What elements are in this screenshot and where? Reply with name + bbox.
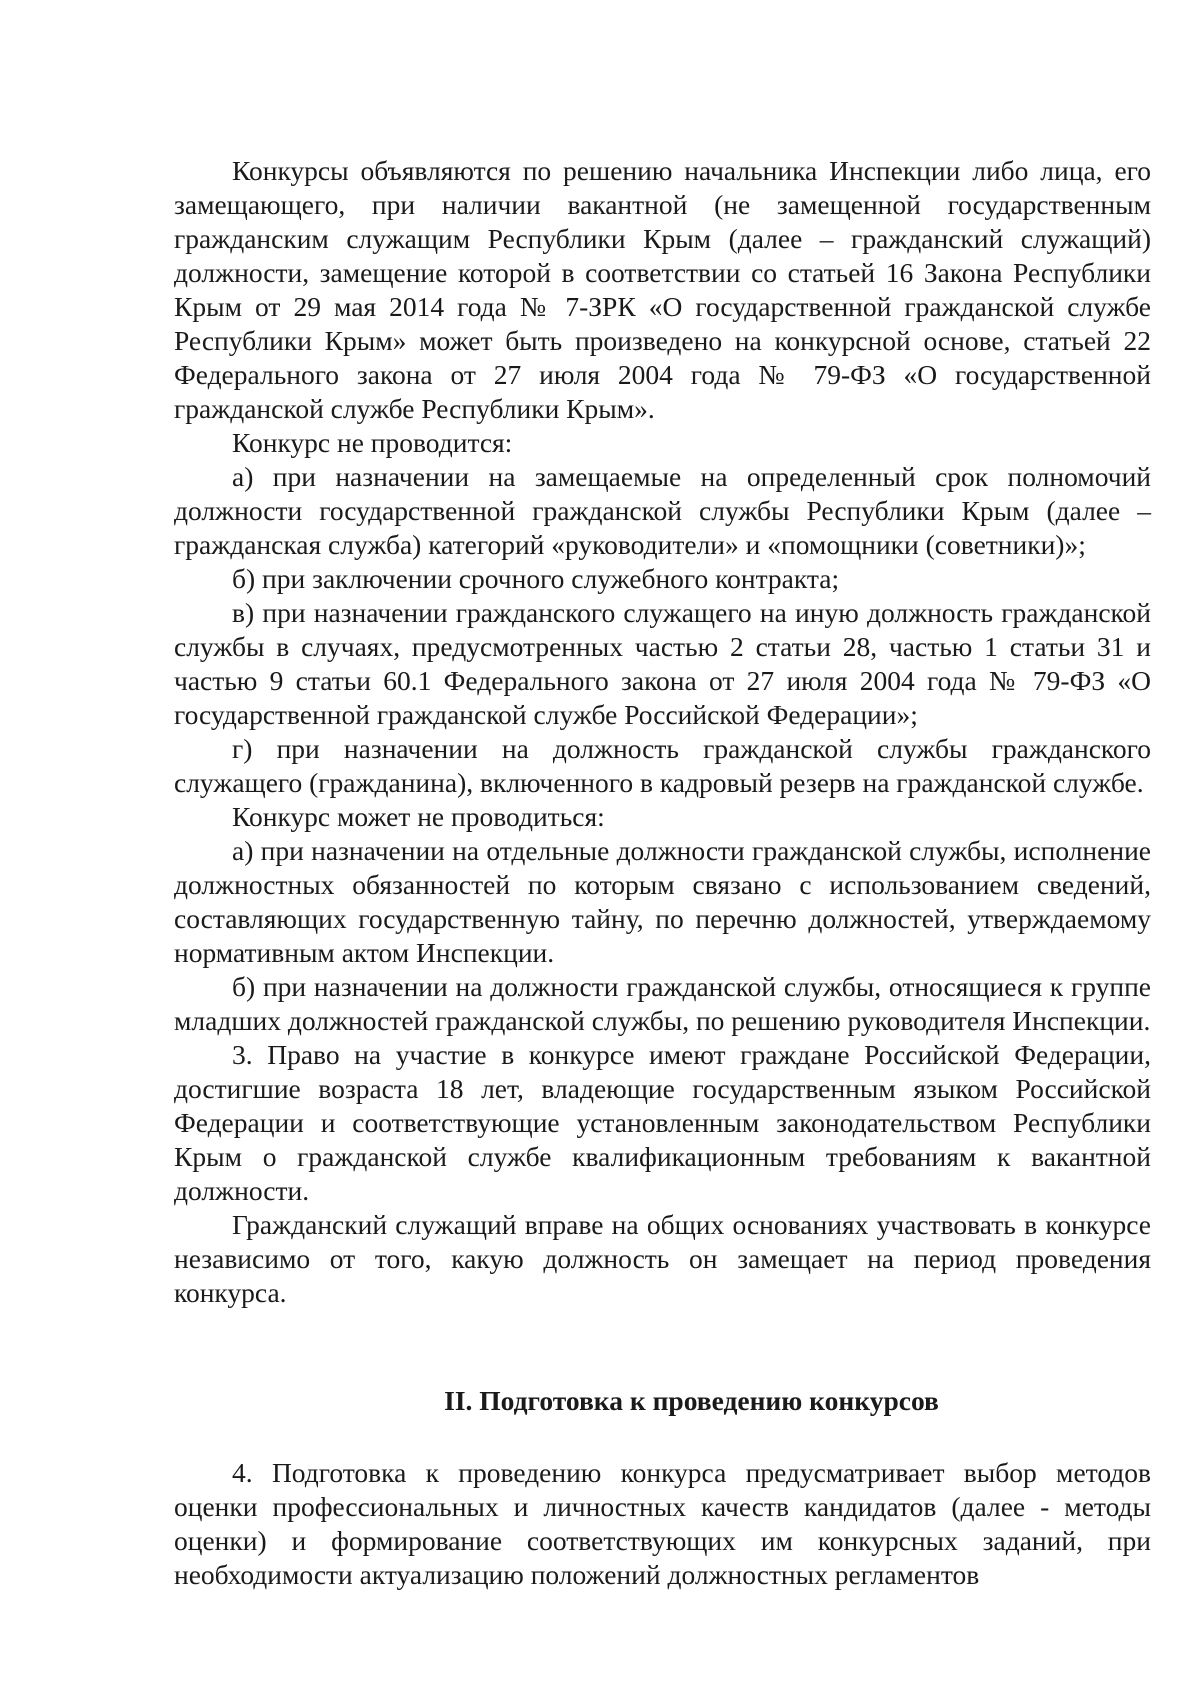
list-item-b: б) при заключении срочного служебного контракта;	[232, 563, 840, 594]
paragraph-preparation: 4. Подготовка к проведению конкурса предусматривает выбор методов оценки профессиональных и личностных качеств кандидатов (далее - методы оценки) и формирование соответствующих им конкурсных заданий, при необходимости актуализацию положений должностных регламентов	[174, 1457, 1151, 1590]
paragraph-no-contest: Конкурс не проводится:	[232, 427, 513, 458]
section-heading: II. Подготовка к проведению конкурсов	[444, 1385, 939, 1416]
list-item-g: г) при назначении на должность гражданской службы гражданского служащего (гражданина), включенного в кадровый резерв на гражданской службе.	[174, 733, 1151, 798]
list-item-a: а) при назначении на замещаемые на определенный срок полномочий должности государственной гражданской службы Республики Крым (далее – гражданская служба) категорий «руководители» и «помощники (советники)»;	[174, 461, 1151, 560]
paragraph-may-not-contest: Конкурс может не проводиться:	[232, 801, 605, 832]
list-item-b-2: б) при назначении на должности гражданской службы, относящиеся к группе младших должностей гражданской службы, по решению руководителя Инспекции.	[174, 971, 1151, 1036]
paragraph-civil-servant: Гражданский служащий вправе на общих основаниях участвовать в конкурсе независимо от того, какую должность он замещает на период проведения конкурса.	[174, 1209, 1151, 1308]
document-page	[174, 154, 1151, 1592]
paragraph-right-to-participate: 3. Право на участие в конкурсе имеют граждане Российской Федерации, достигшие возраста 18 лет, владеющие государственным языком Российской Федерации и соответствующие установленным законодательством Республики Крым о гражданской службе квалификационным требованиям к вакантной должности.	[174, 1039, 1151, 1206]
paragraph-announcement: Конкурсы объявляются по решению начальника Инспекции либо лица, его замещающего, при наличии вакантной (не замещенной государственным гражданским служащим Республики Крым (далее – гражданский служащий) должности, замещение которой в соответствии со статьей 16 Закона Республики Крым от 29 мая 2014 года № 7-ЗРК «О государственной гражданской службе Республики Крым» может быть произведено на конкурсной основе, статьей 22 Федерального закона от 27 июля 2004 года № 79-ФЗ «О государственной гражданской службе Республики Крым».	[174, 155, 1151, 424]
list-item-a-2: а) при назначении на отдельные должности гражданской службы, исполнение должностных обязанностей по которым связано с использованием сведений, составляющих государственную тайну, по перечню должностей, утверждаемому нормативным актом Инспекции.	[174, 835, 1151, 968]
list-item-v: в) при назначении гражданского служащего на иную должность гражданской службы в случаях, предусмотренных частью 2 статьи 28, частью 1 статьи 31 и частью 9 статьи 60.1 Федерального закона от 27 июля 2004 года № 79-ФЗ «О государственной гражданской службе Российской Федерации»;	[174, 597, 1151, 730]
